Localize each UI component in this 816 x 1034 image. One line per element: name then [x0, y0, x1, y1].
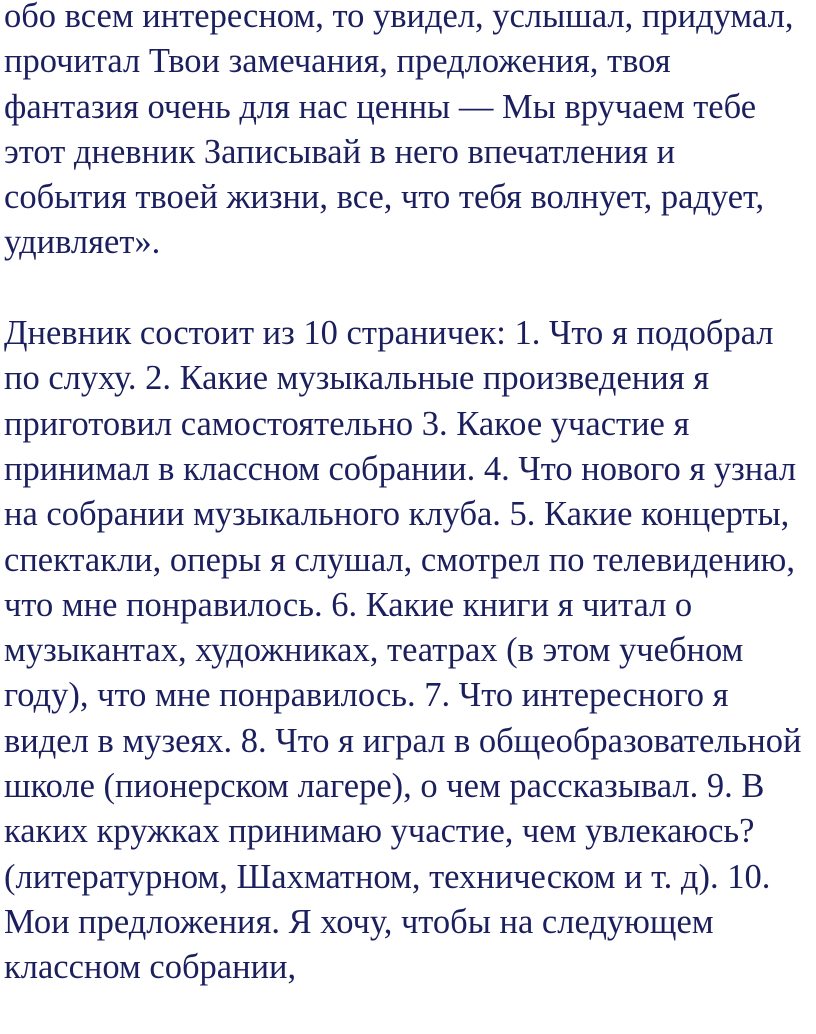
text-line: классном собрании, — [4, 948, 297, 987]
text-line: году), что мне понравилось. 7. Что интересного я — [4, 676, 729, 715]
text-line: обо всем интересном, то увидел, услышал, придумал, — [4, 0, 794, 35]
text-line: видел в музеях. 8. Что я играл в общеобразовательной — [4, 721, 802, 760]
text-line: по слуху. 2. Какие музыкальные произведения я — [4, 359, 710, 398]
text-line: что мне понравилось. 6. Какие книги я читал о — [4, 585, 693, 624]
text-line: каких кружках принимаю участие, чем увлекаюсь? — [4, 812, 755, 851]
text-line: фантазия очень для нас ценны — Мы вручаем тебе — [4, 87, 757, 126]
text-line: Дневник состоит из 10 страничек: 1. Что я подобрал — [4, 314, 774, 353]
text-line: музыкантах, художниках, театрах (в этом учебном — [4, 631, 744, 670]
text-line: школе (пионерском лагере), о чем рассказывал. 9. В — [4, 767, 765, 806]
text-line: события твоей жизни, все, что тебя волнует, радует, — [4, 178, 765, 217]
text-line: приготовил самостоятельно 3. Какое участие я — [4, 404, 690, 443]
text-line: принимал в классном собрании. 4. Что нового я узнал — [4, 449, 797, 488]
text-line: на собрании музыкального клуба. 5. Какие концерты, — [4, 495, 790, 534]
text-line: (литературном, Шахматном, техническом и т. д). 10. — [4, 857, 771, 896]
text-line: Мои предложения. Я хочу, чтобы на следующем — [4, 902, 714, 941]
text-line: удивляет». — [4, 223, 161, 262]
text-line: прочитал Твои замечания, предложения, твоя — [4, 42, 671, 81]
text-line: спектакли, оперы я слушал, смотрел по телевидению, — [4, 540, 795, 579]
text-line: этот дневник Записывай в него впечатления и — [4, 132, 676, 171]
paragraph-diary-intro — [4, 0, 816, 266]
paragraph-diary-pages — [4, 311, 816, 990]
